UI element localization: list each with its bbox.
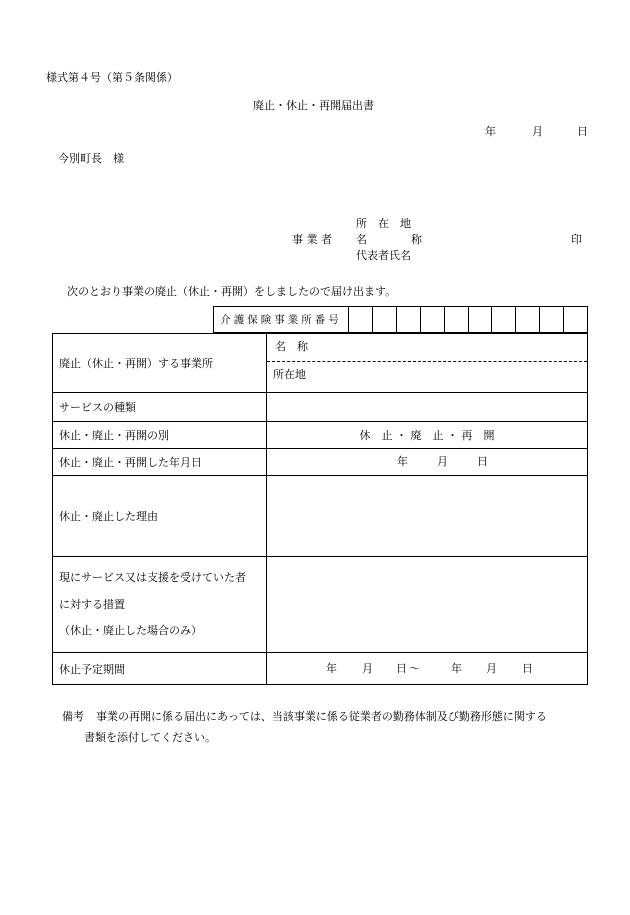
form-table [52,333,588,685]
measures-label-line3: （休止・廃止した場合のみ） [59,624,202,637]
office-number-digit[interactable] [445,307,469,332]
applicant-group-label: 事 業 者 [292,233,332,246]
period-start-month-label: 月 [362,662,373,675]
note-label: 備考 [62,710,84,723]
office-number-digit[interactable] [516,307,540,332]
office-number-digit[interactable] [492,307,516,332]
submission-day-label: 日 [577,125,588,138]
submission-year-label: 年 [485,125,496,138]
office-number-digit[interactable] [540,307,564,332]
date-label: 休止・廃止・再開した年月日 [53,449,267,475]
measures-label-line1: 現にサービス又は支援を受けていた者 [59,571,246,584]
date-year-label: 年 [397,455,408,468]
planned-period-label: 休止予定期間 [53,653,267,684]
form-number: 様式第４号（第５条関係） [46,71,178,84]
category-value[interactable]: 休 止 ・ 廃 止 ・ 再 開 [359,429,495,442]
office-number-digit[interactable] [373,307,397,332]
applicant-name-label: 名 称 [356,233,422,246]
category-row [53,421,587,448]
period-end-month-label: 月 [486,662,497,675]
date-row [53,448,587,475]
office-number-digit[interactable] [397,307,421,332]
service-type-label: サービスの種類 [53,393,267,421]
office-number-digit[interactable] [469,307,493,332]
reason-value[interactable] [267,476,587,556]
facility-value [267,334,587,392]
submission-month-label: 月 [532,125,543,138]
reason-row [53,475,587,556]
period-end-year-label: 年 [451,662,462,675]
measures-value[interactable] [267,557,587,652]
office-number-digit[interactable] [349,307,373,332]
office-number-strip [213,306,588,333]
note-line1: 事業の再開に係る届出にあっては、当該事業に係る従業者の勤務体制及び勤務形態に関する [96,710,547,723]
facility-row [53,334,587,392]
planned-period-value[interactable] [267,653,587,684]
service-type-value[interactable] [267,393,587,421]
date-month-label: 月 [437,455,448,468]
measures-label-line2: に対する措置 [59,598,125,611]
period-end-day-label: 日 [522,662,533,675]
date-value[interactable] [267,449,587,475]
office-number-digit[interactable] [564,307,587,332]
dashed-divider [267,361,587,362]
facility-address-label: 所在地 [273,368,306,381]
note-line2: 書類を添付してください。 [84,731,216,744]
period-tilde: ～ [409,662,420,675]
category-label: 休止・廃止・再開の別 [53,422,267,448]
office-number-digit[interactable] [421,307,445,332]
date-day-label: 日 [477,455,488,468]
period-start-year-label: 年 [326,662,337,675]
facility-name-label: 名 称 [275,340,308,353]
form-title: 廃止・休止・再開届出書 [253,99,374,112]
intro-text: 次のとおり事業の廃止（休止・再開）をしましたので届け出ます。 [67,285,397,298]
reason-label: 休止・廃止した理由 [53,476,267,556]
office-number-label: 介護保険事業所番号 [214,307,349,332]
applicant-address-label: 所 在 地 [356,217,411,230]
addressee: 今別町長 様 [58,152,124,165]
service-type-row [53,392,587,421]
measures-row [53,556,587,652]
applicant-rep-label: 代表者氏名 [356,249,411,262]
measures-label [53,557,267,652]
facility-label: 廃止（休止・再開）する事業所 [53,334,267,392]
period-start-day-label: 日 [396,662,407,675]
planned-period-row [53,652,587,684]
seal-label: 印 [571,233,582,246]
